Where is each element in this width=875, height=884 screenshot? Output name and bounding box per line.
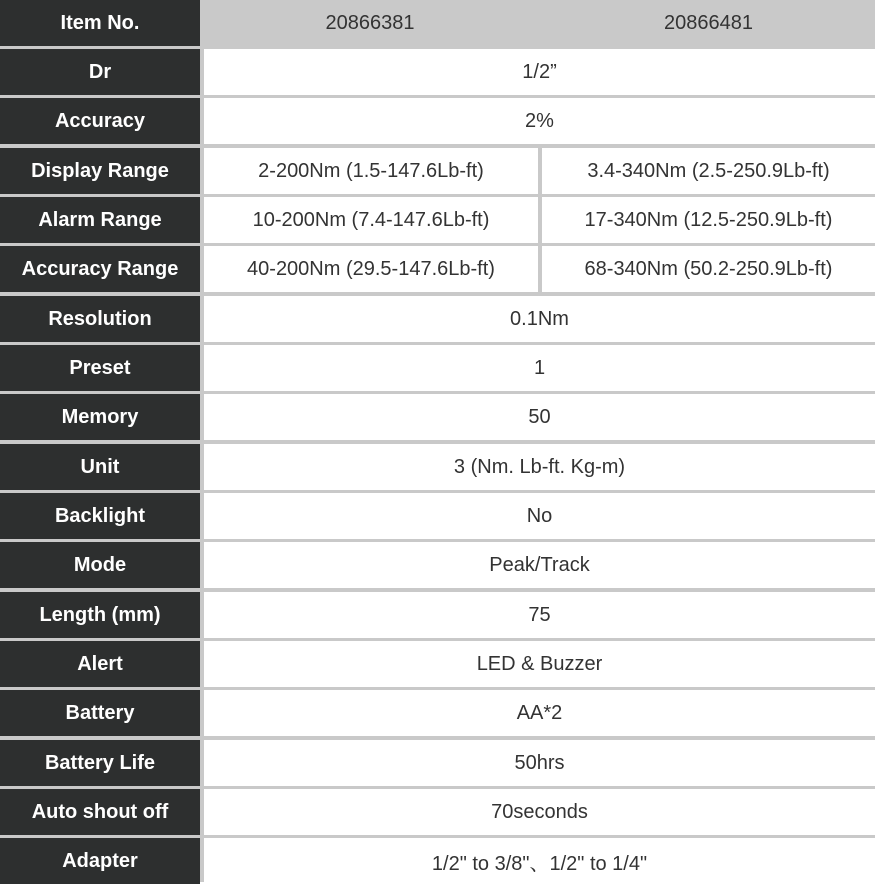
table-row (0, 592, 875, 638)
row-value: 50hrs (204, 740, 875, 786)
row-label: Backlight (0, 493, 200, 539)
row-value: No (204, 493, 875, 539)
table-row (0, 740, 875, 786)
table-row (0, 148, 875, 194)
row-value: 75 (204, 592, 875, 638)
row-value: 1 (204, 345, 875, 391)
table-row (0, 641, 875, 687)
row-value: 17-340Nm (12.5-250.9Lb-ft) (542, 197, 875, 243)
table-row (0, 444, 875, 490)
row-value: 3.4-340Nm (2.5-250.9Lb-ft) (542, 148, 875, 194)
row-value: 1/2" to 3/8"、1/2" to 1/4" (204, 838, 875, 884)
row-label: Length (mm) (0, 592, 200, 638)
table-row (0, 246, 875, 292)
row-label: Accuracy Range (0, 246, 200, 292)
row-value: 10-200Nm (7.4-147.6Lb-ft) (204, 197, 538, 243)
row-label: Unit (0, 444, 200, 490)
row-value: 68-340Nm (50.2-250.9Lb-ft) (542, 246, 875, 292)
row-label: Accuracy (0, 98, 200, 144)
item-number-cell: 20866481 (542, 0, 875, 46)
row-value: Peak/Track (204, 542, 875, 588)
table-row (0, 542, 875, 588)
row-value: AA*2 (204, 690, 875, 736)
table-row (0, 838, 875, 884)
item-number-cell: 20866381 (202, 0, 538, 46)
row-label: Adapter (0, 838, 200, 884)
row-label: Display Range (0, 148, 200, 194)
table-row (0, 789, 875, 835)
row-label: Preset (0, 345, 200, 391)
row-label: Dr (0, 49, 200, 95)
row-value: 1/2” (204, 49, 875, 95)
row-value: 2-200Nm (1.5-147.6Lb-ft) (204, 148, 538, 194)
table-row (0, 690, 875, 736)
table-row (0, 345, 875, 391)
row-label: Alert (0, 641, 200, 687)
table-row (0, 98, 875, 144)
row-value: 3 (Nm. Lb-ft. Kg-m) (204, 444, 875, 490)
row-value: 2% (204, 98, 875, 144)
table-row (0, 49, 875, 95)
table-row (0, 296, 875, 342)
row-value: 50 (204, 394, 875, 440)
table-row (0, 197, 875, 243)
row-label: Resolution (0, 296, 200, 342)
row-label: Mode (0, 542, 200, 588)
row-label: Battery (0, 690, 200, 736)
table-row (0, 493, 875, 539)
row-value: LED & Buzzer (204, 641, 875, 687)
row-value: 0.1Nm (204, 296, 875, 342)
row-label: Alarm Range (0, 197, 200, 243)
row-value: 40-200Nm (29.5-147.6Lb-ft) (204, 246, 538, 292)
row-label: Item No. (0, 0, 200, 46)
row-value: 70seconds (204, 789, 875, 835)
row-label: Battery Life (0, 740, 200, 786)
row-label: Auto shout off (0, 789, 200, 835)
row-label: Memory (0, 394, 200, 440)
table-row (0, 394, 875, 440)
header-row (0, 0, 875, 46)
